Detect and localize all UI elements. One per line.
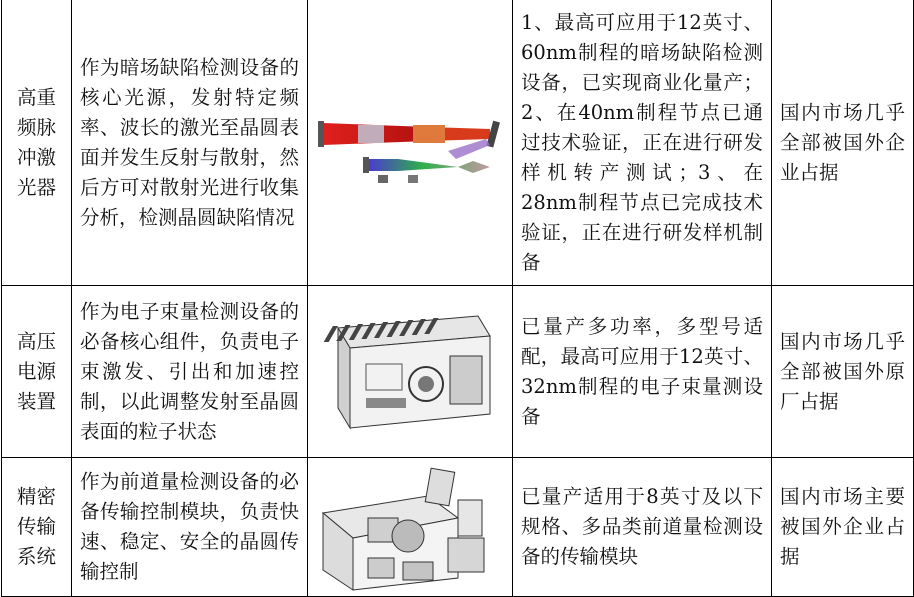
power-supply-icon (308, 286, 513, 457)
progress-cell: 已量产多功率，多型号适配，最高可应用于12英寸、32nm制程的电子束量测设备 (513, 286, 772, 458)
power-supply-image (308, 286, 513, 458)
laser-diagram-image (308, 0, 513, 286)
table-row (2, 0, 914, 286)
table-row (2, 458, 914, 597)
laser-optical-path-icon (308, 63, 513, 223)
product-name-cell: 高重频脉冲激光器 (2, 0, 72, 286)
market-cell: 国内市场几乎全部被国外原厂占据 (772, 286, 914, 458)
function-cell: 作为暗场缺陷检测设备的核心光源，发射特定频率、波长的激光至晶圆表面并发生反射与散射，然后方可对散射光进行收集分析，检测晶圆缺陷情况 (72, 0, 308, 286)
table-row (2, 286, 914, 458)
function-cell: 作为前道量检测设备的必备传输控制模块，负责快速、稳定、安全的晶圆传输控制 (72, 458, 308, 597)
function-cell: 作为电子束量检测设备的必备核心组件，负责电子束激发、引出和加速控制，以此调整发射至晶圆表面的粒子状态 (72, 286, 308, 458)
transfer-module-icon (308, 458, 513, 596)
market-cell: 国内市场主要被国外企业占据 (772, 458, 914, 597)
product-name-cell: 高压电源装置 (2, 286, 72, 458)
progress-cell: 已量产适用于8英寸及以下规格、多品类前道量检测设备的传输模块 (513, 458, 772, 597)
progress-cell: 1、最高可应用于12英寸、60nm制程的暗场缺陷检测设备，已实现商业化量产；2、在40nm制程节点已通过技术验证，正在进行研发样机转产测试；3、在28nm制程节点已完成技术验证，正在进行研发样机制备 (513, 0, 772, 286)
transfer-system-image (308, 458, 513, 597)
product-name-cell: 精密传输系统 (2, 458, 72, 597)
market-cell: 国内市场几乎全部被国外企业占据 (772, 0, 914, 286)
component-table (1, 0, 914, 597)
